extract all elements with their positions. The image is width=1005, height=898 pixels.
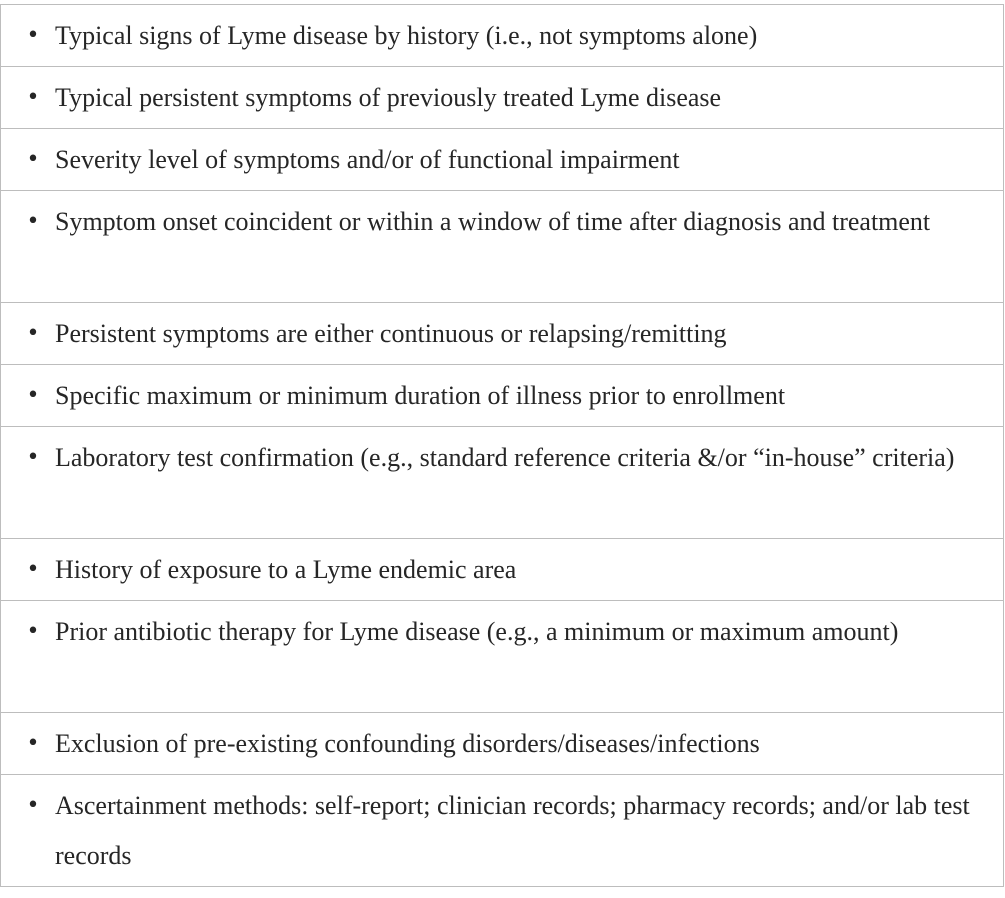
row-text: Symptom onset coincident or within a window of time after diagnosis and treatment [55,207,931,236]
bullet-icon: • [26,619,40,644]
table-row [1,713,1003,775]
table-row [1,427,1003,539]
bullet-icon: • [26,209,40,234]
bullet-icon: • [26,793,40,818]
bullet-icon: • [26,383,40,408]
table-row [1,5,1003,67]
bullet-icon: • [26,731,40,756]
row-text: Laboratory test confirmation (e.g., standard reference criteria &/or “in-house” criteria) [55,443,955,472]
row-text: Exclusion of pre-existing confounding disorders/diseases/infections [55,729,760,758]
row-text: Typical persistent symptoms of previously treated Lyme disease [55,83,722,112]
row-text: History of exposure to a Lyme endemic area [55,555,517,584]
bullet-icon: • [26,85,40,110]
row-text: Persistent symptoms are either continuous or relapsing/remitting [55,319,727,348]
row-text: Prior antibiotic therapy for Lyme disease (e.g., a minimum or maximum amount) [55,617,899,646]
bullet-icon: • [26,23,40,48]
row-text: Severity level of symptoms and/or of functional impairment [55,145,680,174]
table-row [1,601,1003,713]
table-row [1,67,1003,129]
table-row [1,303,1003,365]
table-row [1,191,1003,303]
table-row [1,129,1003,191]
table-row [1,775,1003,887]
bullet-icon: • [26,147,40,172]
criteria-table [0,4,1004,887]
row-text: Typical signs of Lyme disease by history (i.e., not symptoms alone) [55,21,758,50]
table-row [1,539,1003,601]
bullet-icon: • [26,445,40,470]
bullet-icon: • [26,321,40,346]
table-row [1,365,1003,427]
row-text: Specific maximum or minimum duration of illness prior to enrollment [55,381,786,410]
bullet-icon: • [26,557,40,582]
row-text: Ascertainment methods: self-report; clinician records; pharmacy records; and/or lab test records [55,791,970,870]
